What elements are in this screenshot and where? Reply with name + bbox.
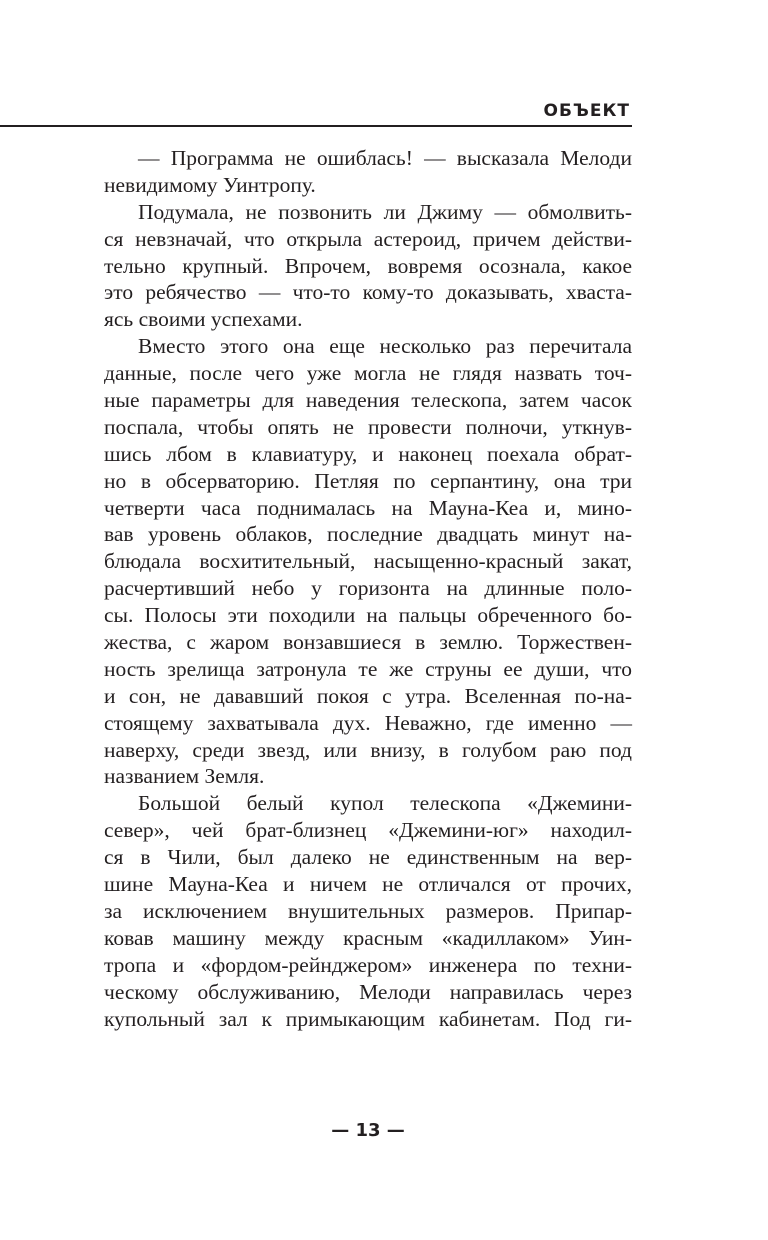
text-line: Вместо этого она еще несколько раз перечитала	[138, 334, 632, 359]
text-line: и сон, не дававший покоя с утра. Вселенная по-на-	[104, 683, 632, 708]
page-number: — 13 —	[331, 1120, 405, 1141]
text-line: стоящему захватывала дух. Неважно, где именно —	[104, 710, 632, 735]
text-line: — Программа не ошиблась! — высказала Мелоди	[138, 146, 632, 170]
paragraph	[104, 145, 632, 199]
text-line: четверти часа поднималась на Мауна-Кеа и, мино-	[104, 495, 632, 520]
text-line: шине Мауна-Кеа и ничем не отличался от прочих,	[104, 872, 632, 897]
text-line: поспала, чтобы опять не провести полночи, уткнув-	[104, 414, 632, 439]
text-line: жества, с жаром вонзавшиеся в землю. Торжествен-	[104, 630, 632, 655]
text-line: названием Земля.	[104, 764, 265, 789]
text-line: шись лбом в клавиатуру, и наконец поехала обрат-	[104, 441, 632, 466]
text-line: но в обсерваторию. Петляя по серпантину, она три	[104, 468, 632, 493]
text-line: наверху, среди звезд, или внизу, в голубом раю под	[104, 737, 632, 762]
text-line: тропа и «фордом-рейнджером» инженера по техни-	[104, 952, 632, 977]
text-line: ясь своими успехами.	[104, 307, 303, 332]
paragraph	[104, 790, 632, 1032]
text-line: сы. Полосы эти походили на пальцы обреченного бо-	[104, 603, 632, 628]
body-text	[104, 145, 632, 1032]
running-title: ОБЪЕКТ	[543, 101, 630, 121]
text-line: невидимому Уинтропу.	[104, 172, 316, 197]
text-line: купольный зал к примыкающим кабинетам. Под ги-	[104, 1006, 632, 1031]
text-line: ся невзначай, что открыла астероид, причем действи-	[104, 226, 632, 251]
text-line: север», чей брат-близнец «Джемини-юг» находил-	[104, 818, 632, 843]
text-line: за исключением внушительных размеров. Припар-	[104, 898, 632, 923]
text-line: ность зрелища затронула те же струны ее души, что	[104, 656, 632, 681]
text-line: ные параметры для наведения телескопа, затем часок	[104, 388, 632, 413]
text-line: блюдала восхитительный, насыщенно-красный закат,	[104, 549, 632, 574]
text-line: Большой белый купол телескопа «Джемини-	[138, 791, 632, 816]
text-line: ковав машину между красным «кадиллаком» Уин-	[104, 925, 632, 950]
header-rule	[0, 125, 632, 127]
text-line: расчертивший небо у горизонта на длинные поло-	[104, 576, 632, 601]
paragraph	[104, 333, 632, 790]
text-line: ческому обслуживанию, Мелоди направилась через	[104, 979, 632, 1004]
text-line: это ребячество — что-то кому-то доказывать, хваста-	[104, 280, 632, 305]
text-line: тельно крупный. Впрочем, вовремя осознала, какое	[104, 253, 632, 278]
text-line: ся в Чили, был далеко не единственным на вер-	[104, 845, 632, 870]
text-line: Подумала, не позвонить ли Джиму — обмолвить-	[138, 199, 632, 224]
text-line: вав уровень облаков, последние двадцать минут на-	[104, 522, 632, 547]
paragraph	[104, 199, 632, 333]
text-line: данные, после чего уже могла не глядя назвать точ-	[104, 361, 632, 386]
